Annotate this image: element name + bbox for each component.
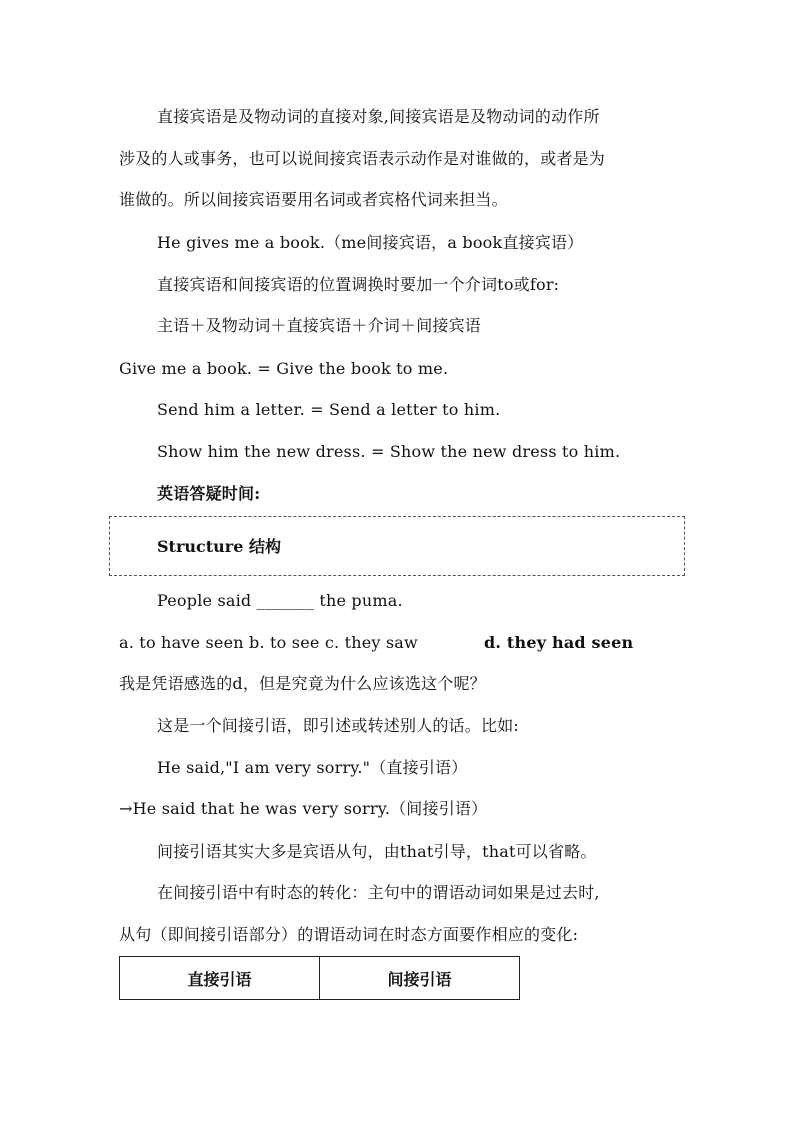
paragraph-2: 直接宾语和间接宾语的位置调换时要加一个介词to或for: xyxy=(157,275,560,294)
asker-comment: 我是凭语感选的d，但是究竟为什么应该选这个呢？ xyxy=(119,674,486,693)
example-4: Show him the new dress. = Show the new dress to him. xyxy=(157,442,621,461)
structure-box xyxy=(109,516,685,576)
question-stem: People said _______ the puma. xyxy=(157,591,403,610)
paragraph-1-line-3: 谁做的。所以间接宾语要用名词或者宾格代词来担当。 xyxy=(119,190,508,209)
qa-heading: 英语答疑时间: xyxy=(157,484,261,503)
question-answer: d. they had seen xyxy=(484,633,634,652)
paragraph-1-line-2: 涉及的人或事务，也可以说间接宾语表示动作是对谁做的，或者是为 xyxy=(119,149,606,168)
question-options: a. to have seen b. to see c. they saw xyxy=(119,633,418,652)
header-direct-speech: 直接引语 xyxy=(120,957,320,1000)
structure-label: Structure 结构 xyxy=(157,537,281,556)
answer-line-5a: 在间接引语中有时态的转化：主句中的谓语动词如果是过去时, xyxy=(157,883,600,902)
answer-line-1: 这是一个间接引语，即引述或转述别人的话。比如: xyxy=(157,716,519,735)
example-2: Give me a book. = Give the book to me. xyxy=(119,359,449,378)
paragraph-1-line-1: 直接宾语是及物动词的直接对象,间接宾语是及物动词的动作所 xyxy=(157,107,600,126)
structure-formula: 主语＋及物动词＋直接宾语＋介词＋间接宾语 xyxy=(157,316,482,335)
example-3: Send him a letter. = Send a letter to him. xyxy=(157,400,501,419)
example-1: He gives me a book.（me间接宾语，a book直接宾语） xyxy=(157,233,584,252)
header-indirect-speech: 间接引语 xyxy=(320,957,520,1000)
answer-line-3: →He said that he was very sorry.（间接引语） xyxy=(119,799,488,818)
answer-line-2: He said,"I am very sorry."（直接引语） xyxy=(157,758,468,777)
answer-line-5b: 从句（即间接引语部分）的谓语动词在时态方面要作相应的变化: xyxy=(119,925,579,944)
answer-line-4: 间接引语其实大多是宾语从句，由that引导，that可以省略。 xyxy=(157,842,597,861)
table-header-row xyxy=(120,957,520,1000)
speech-comparison-table xyxy=(119,956,520,1000)
